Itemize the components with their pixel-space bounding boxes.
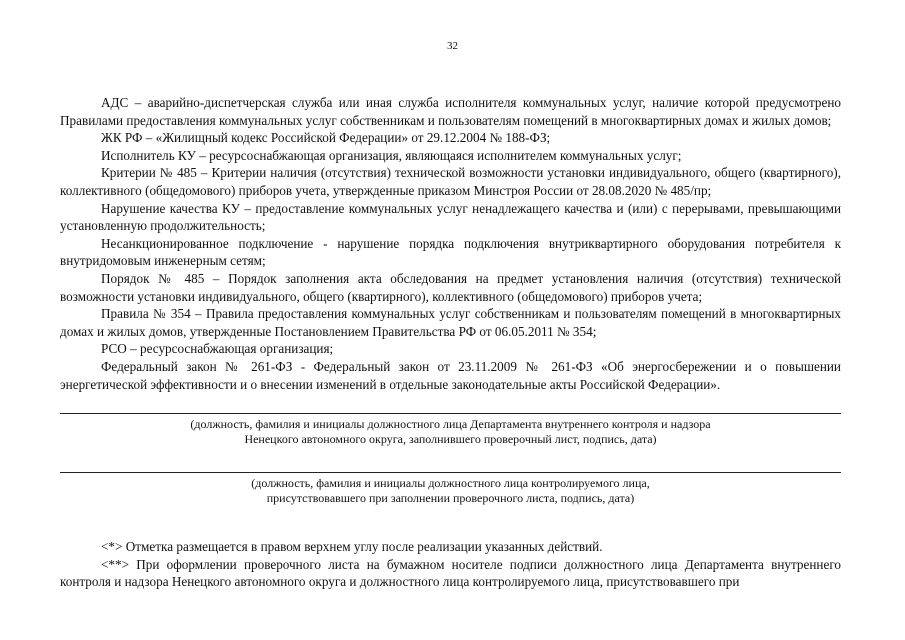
definition-federal-law-261: Федеральный закон № 261-ФЗ - Федеральный закон от 23.11.2009 № 261-ФЗ «Об энергосбережении и о повышении энергетической эффективности и о внесении изменений в отдельные законодательные акты Российской Федерации».: [60, 358, 841, 392]
definition-nesanktsionirovannoe-podklyuchenie: Несанкционированное подключение - нарушение порядка подключения внутриквартирного оборудования потребителя к внутридомовым инженерным сетям;: [60, 235, 841, 269]
signature-caption-line: (должность, фамилия и инициалы должностного лица контролируемого лица,: [251, 476, 650, 490]
signature-caption: [60, 476, 841, 506]
definition-poryadok-485: Порядок № 485 – Порядок заполнения акта обследования на предмет установления наличия (отсутствия) технической возможности установки индивидуального, общего (квартирного), коллективного (общедомового) приборов учета;: [60, 270, 841, 304]
definition-narushenie-kachestva: Нарушение качества КУ – предоставление коммунальных услуг ненадлежащего качества и (или) с перерывами, превышающими установленную продолжительность;: [60, 200, 841, 234]
definitions-list: [60, 94, 841, 393]
footnotes: [60, 538, 841, 591]
signature-caption-line: (должность, фамилия и инициалы должностного лица Департамента внутреннего контроля и надзора: [190, 417, 711, 431]
signature-caption-line: присутствовавшего при заполнении проверочного листа, подпись, дата): [266, 491, 635, 505]
signature-line: [60, 413, 841, 414]
signature-caption-line: Ненецкого автономного округа, заполнившего проверочный лист, подпись, дата): [244, 432, 657, 446]
footnote-2: <**> При оформлении проверочного листа на бумажном носителе подписи должностного лица Департамента внутреннего контроля и надзора Ненецкого автономного округа и должностного лица контролируемого лица, присутствовавшего при: [60, 556, 841, 590]
signature-line: [60, 472, 841, 473]
definition-ads: АДС – аварийно-диспетчерская служба или иная служба исполнителя коммунальных услуг, наличие которой предусмотрено Правилами предоставления коммунальных услуг собственникам и пользователям помещений в многоквартирных домах и жилых домов;: [60, 95, 841, 128]
definition-ispolnitel-ku: Исполнитель КУ – ресурсоснабжающая организация, являющаяся исполнителем коммунальных услуг;: [101, 147, 682, 163]
signature-caption: [60, 417, 841, 447]
definition-zhk-rf: ЖК РФ – «Жилищный кодекс Российской Федерации» от 29.12.2004 № 188-ФЗ;: [101, 130, 551, 146]
definition-rso: РСО – ресурсоснабжающая организация;: [101, 341, 334, 357]
footnote-1: <*> Отметка размещается в правом верхнем углу после реализации указанных действий.: [101, 539, 603, 554]
page-number: 32: [447, 40, 458, 52]
definition-pravila-354: Правила № 354 – Правила предоставления коммунальных услуг собственникам и пользователям помещений в многоквартирных домах и жилых домов, утвержденные Постановлением Правительства РФ от 06.05.2011 № 354;: [60, 306, 841, 339]
signature-block-inspector: [60, 413, 841, 447]
signature-block-controlled-person: [60, 472, 841, 506]
definition-kriterii-485: Критерии № 485 – Критерии наличия (отсутствия) технической возможности установки индивидуального, общего (квартирного), коллективного (общедомового) приборов учета, утвержденные приказом Минстроя России от 28.08.2020 № 485/пр;: [60, 165, 841, 198]
